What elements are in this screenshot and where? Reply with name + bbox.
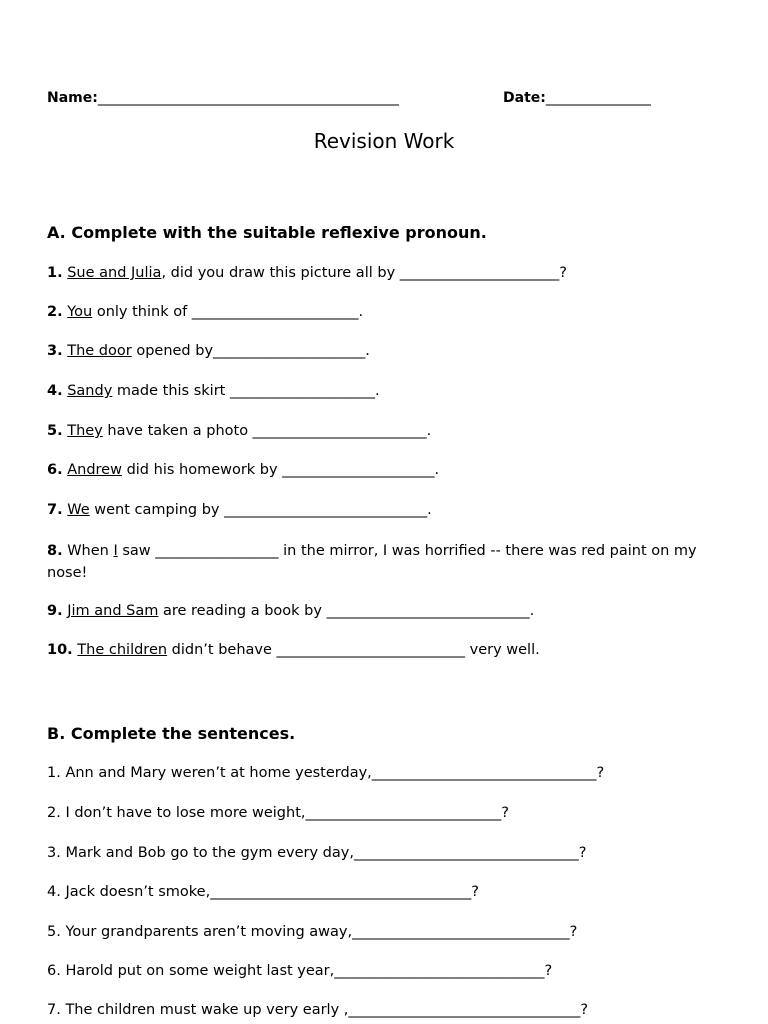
exercise-a-item-9 xyxy=(47,603,534,619)
exercise-b-item-2: 2. I don’t have to lose more weight,___________________________? xyxy=(47,805,509,821)
item-rest: made this skirt ____________________. xyxy=(112,383,380,399)
exercise-a-item-2 xyxy=(47,304,363,320)
item-rest: didn’t behave __________________________ very well. xyxy=(167,642,540,658)
item-subject: Sandy xyxy=(67,383,113,399)
item-number: 6. xyxy=(47,462,63,478)
item-rest: did his homework by _____________________. xyxy=(121,462,440,478)
name-field xyxy=(47,90,399,106)
exercise-a-item-7 xyxy=(47,502,432,518)
name-label: Name: xyxy=(47,90,98,106)
item-subject: Jim and Sam xyxy=(67,603,159,619)
exercise-a-item-10 xyxy=(47,642,540,658)
section-b-period: . xyxy=(289,724,296,743)
item-rest: only think of _______________________. xyxy=(92,304,364,320)
item-number: 5. xyxy=(47,423,63,439)
exercise-a-item-6 xyxy=(47,462,439,478)
page-title: Revision Work xyxy=(313,129,455,153)
section-b-heading xyxy=(47,724,295,743)
exercise-b-item-5: 5. Your grandparents aren’t moving away,______________________________? xyxy=(47,924,578,940)
item-number: 7. xyxy=(47,502,63,518)
exercise-b-item-4: 4. Jack doesn’t smoke,____________________________________? xyxy=(47,884,479,900)
item-subject: You xyxy=(67,304,93,320)
item-number: 4. xyxy=(47,383,63,399)
item-number: 3. xyxy=(47,343,63,359)
item-subject: The door xyxy=(67,343,132,359)
item-number: 2. xyxy=(47,304,63,320)
exercise-b-item-1: 1. Ann and Mary weren’t at home yesterday,_______________________________? xyxy=(47,765,605,781)
date-label: Date: xyxy=(503,90,546,106)
date-blank: _______________ xyxy=(545,90,651,106)
section-b-text: Complete the sentences xyxy=(70,724,290,743)
item-subject: Sue and Julia xyxy=(67,265,162,281)
name-blank: ___________________________________________ xyxy=(97,90,399,106)
item-rest: are reading a book by ____________________________. xyxy=(158,603,535,619)
item-subject: We xyxy=(67,502,90,518)
section-b-letter: B. xyxy=(47,724,66,743)
section-a-letter: A. xyxy=(47,223,66,242)
item-subject: Andrew xyxy=(67,462,122,478)
exercise-b-item-3: 3. Mark and Bob go to the gym every day,_______________________________? xyxy=(47,845,587,861)
exercise-a-item-8 xyxy=(47,540,723,584)
item-rest: saw _________________ in the mirror, I was horrified -- there was red paint on my nose! xyxy=(47,543,697,581)
date-field xyxy=(503,90,651,106)
exercise-a-item-5 xyxy=(47,423,431,439)
item-rest: opened by_____________________. xyxy=(131,343,370,359)
exercise-a-item-1 xyxy=(47,265,567,281)
item-number: 10. xyxy=(47,642,73,658)
item-rest: went camping by ____________________________. xyxy=(89,502,432,518)
item-subject: The children xyxy=(77,642,168,658)
section-a-text: Complete with the suitable reflexive pronoun xyxy=(71,223,481,242)
item-number: 1. xyxy=(47,265,63,281)
item-subject: They xyxy=(67,423,103,439)
item-subject: I xyxy=(113,543,118,559)
section-a-period: . xyxy=(480,223,487,242)
item-rest: have taken a photo ________________________. xyxy=(102,423,432,439)
exercise-a-item-4 xyxy=(47,383,380,399)
exercise-a-item-3 xyxy=(47,343,370,359)
item-rest: , did you draw this picture all by ______________________? xyxy=(161,265,567,281)
item-number: 9. xyxy=(47,603,63,619)
exercise-b-item-7: 7. The children must wake up very early ,________________________________? xyxy=(47,1002,589,1018)
item-pre: When xyxy=(67,543,114,559)
section-a-heading xyxy=(47,223,487,242)
exercise-b-item-6: 6. Harold put on some weight last year,_____________________________? xyxy=(47,963,553,979)
item-number: 8. xyxy=(47,543,63,559)
